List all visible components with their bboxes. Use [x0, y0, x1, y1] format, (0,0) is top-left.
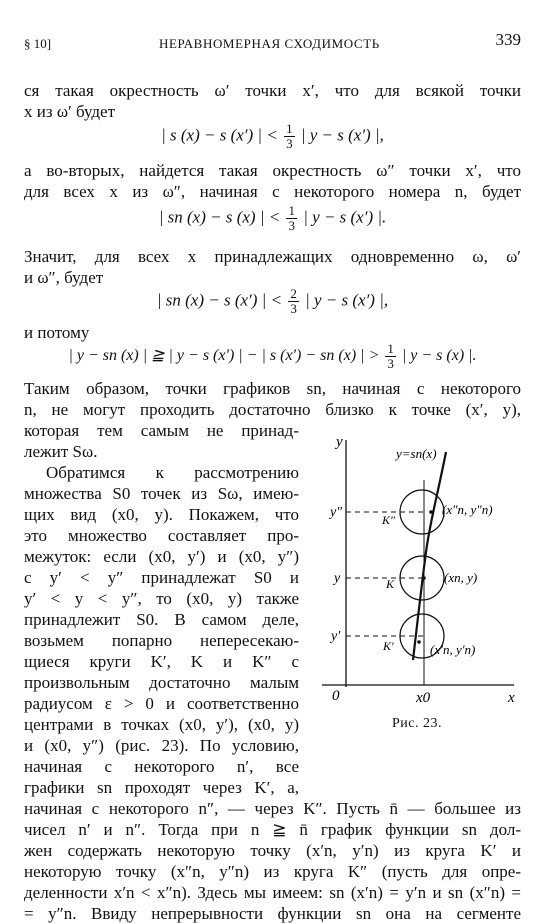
text-line: с y′ < y″ принадлежат S0 и [24, 568, 299, 587]
figure-caption: Рис. 23. [392, 716, 442, 731]
point-prime [417, 640, 421, 644]
formula-4 [24, 342, 521, 371]
point-label: (xn, y) [444, 570, 478, 585]
K-label: K [386, 577, 395, 591]
formula-2-left: | sn (x) − s (x) | < [158, 207, 281, 227]
K-prime-label: K′ [383, 639, 394, 653]
page-number: 339 [495, 30, 521, 49]
y-dprime-label: y″ [330, 505, 343, 520]
formula-3 [24, 287, 521, 316]
text-line: и потому [24, 323, 90, 342]
fraction-denominator: 3 [387, 356, 394, 371]
text-line: которая тем самым не принад- [24, 421, 299, 440]
K-dprime-label: K″ [382, 513, 396, 527]
text-line: деленности x′n < x″n). Здесь мы имеем: sn (x′n) = y′n и sn (x″n) = [24, 883, 521, 902]
fraction-numerator: 1 [286, 121, 293, 136]
text-line: возьмем попарно непересекаю- [24, 631, 299, 650]
fraction-numerator: 1 [387, 341, 394, 356]
x0-label: x0 [416, 690, 431, 706]
text-line: графики sn проходят через K′, а, [24, 778, 299, 797]
text-line: радиусом ε > 0 и соответственно [24, 694, 299, 713]
formula-2-right: | y − s (x′) |. [303, 207, 387, 227]
text-line: Обратимся к рассмотрению [46, 463, 299, 482]
text-line: это множество составляет про- [24, 526, 299, 545]
fraction-numerator: 2 [290, 286, 297, 301]
text-line: центрами в точках (x0, y′), (x0, y) [24, 715, 299, 734]
fraction-numerator: 1 [288, 203, 295, 218]
formula-1 [24, 122, 521, 151]
formula-1-right: | y − s (x′) |, [300, 125, 384, 145]
text-line: произвольным достаточно малым [24, 673, 299, 692]
x-axis-label: x [508, 690, 515, 706]
y-prime-label: y′ [331, 629, 341, 644]
origin-label: 0 [332, 688, 340, 704]
fraction-denominator: 3 [290, 301, 297, 316]
fraction [284, 122, 295, 151]
y-axis-label: y [336, 434, 343, 450]
point-dprime-label: (x″n, y″n) [442, 502, 493, 517]
text-line: для всех x из ω″, начиная с некоторого номера n, будет [24, 182, 521, 201]
formula-4-right: | y − s (x) |. [401, 347, 477, 365]
text-line: щиеся круги K′, K и K″ с [24, 652, 299, 671]
text-line: n, не могут проходить достаточно близко к точке (x′, y), [24, 400, 521, 419]
text-line: принадлежит S0. В самом деле, [24, 610, 299, 629]
fraction [385, 342, 396, 371]
fraction [288, 287, 299, 316]
text-line: чисел n′ и n″. Тогда при n ≧ n̄ график функции sn дол- [24, 820, 521, 839]
formula-4-left: | y − sn (x) | ≧ | y − s (x′) | − | s (x′) − sn (x) | > [68, 347, 380, 365]
figure-23 [318, 432, 528, 732]
formula-1-left: | s (x) − s (x′) | < [161, 125, 278, 145]
text-line: Значит, для всех x принадлежащих одновременно ω, ω′ [24, 247, 521, 266]
text-line: ся такая окрестность ω′ точки x′, что для всякой точки [24, 81, 521, 100]
text-line: и ω″, будет [24, 268, 104, 287]
text-line: начиная с некоторого n″, — через K″. Пусть n̄ — большее из [24, 799, 521, 818]
formula-2 [24, 204, 521, 233]
formula-3-left: | sn (x) − s (x′) | < [156, 290, 283, 310]
text-line: щих вид (x0, y). Покажем, что [24, 505, 299, 524]
fraction-denominator: 3 [288, 218, 295, 233]
chapter-title: НЕРАВНОМЕРНАЯ СХОДИМОСТЬ [159, 36, 380, 51]
text-line: y′ < y < y″, то (x0, y) также [24, 589, 299, 608]
curve-label: y=sn(x) [396, 446, 437, 461]
text-line: Таким образом, точки графиков sn, начиная с некоторого [24, 379, 521, 398]
text-line: множества S0 точек из Sω, имею- [24, 484, 299, 503]
fraction-denominator: 3 [286, 136, 293, 151]
running-header [24, 30, 521, 54]
text-line: x из ω′ будет [24, 102, 116, 121]
point-prime-label: (x′n, y′n) [430, 642, 476, 657]
text-line: начиная с некоторого n′, все [24, 757, 299, 776]
text-line: некоторую точку (x″n, y″n) из круга K″ (пусть для опре- [24, 862, 521, 881]
point-dprime [429, 510, 433, 514]
text-line: лежит Sω. [24, 442, 98, 461]
point-n [422, 576, 426, 580]
text-line: а во-вторых, найдется такая окрестность ω″ точки x′, что [24, 161, 521, 180]
formula-3-right: | y − s (x′) |, [305, 290, 389, 310]
fraction [286, 204, 297, 233]
text-line: = y″n. Ввиду непрерывности функции sn она на сегменте [24, 904, 521, 923]
section-marker: § 10] [24, 36, 52, 51]
text-line: жен содержать некоторую точку (x′n, y′n) из круга K′ и [24, 841, 521, 860]
text-line: и (x0, y″) (рис. 23). По условию, [24, 736, 299, 755]
y-label: y [334, 571, 341, 586]
text-line: межуток: если (x0, y′) и (x0, y″) [24, 547, 299, 566]
